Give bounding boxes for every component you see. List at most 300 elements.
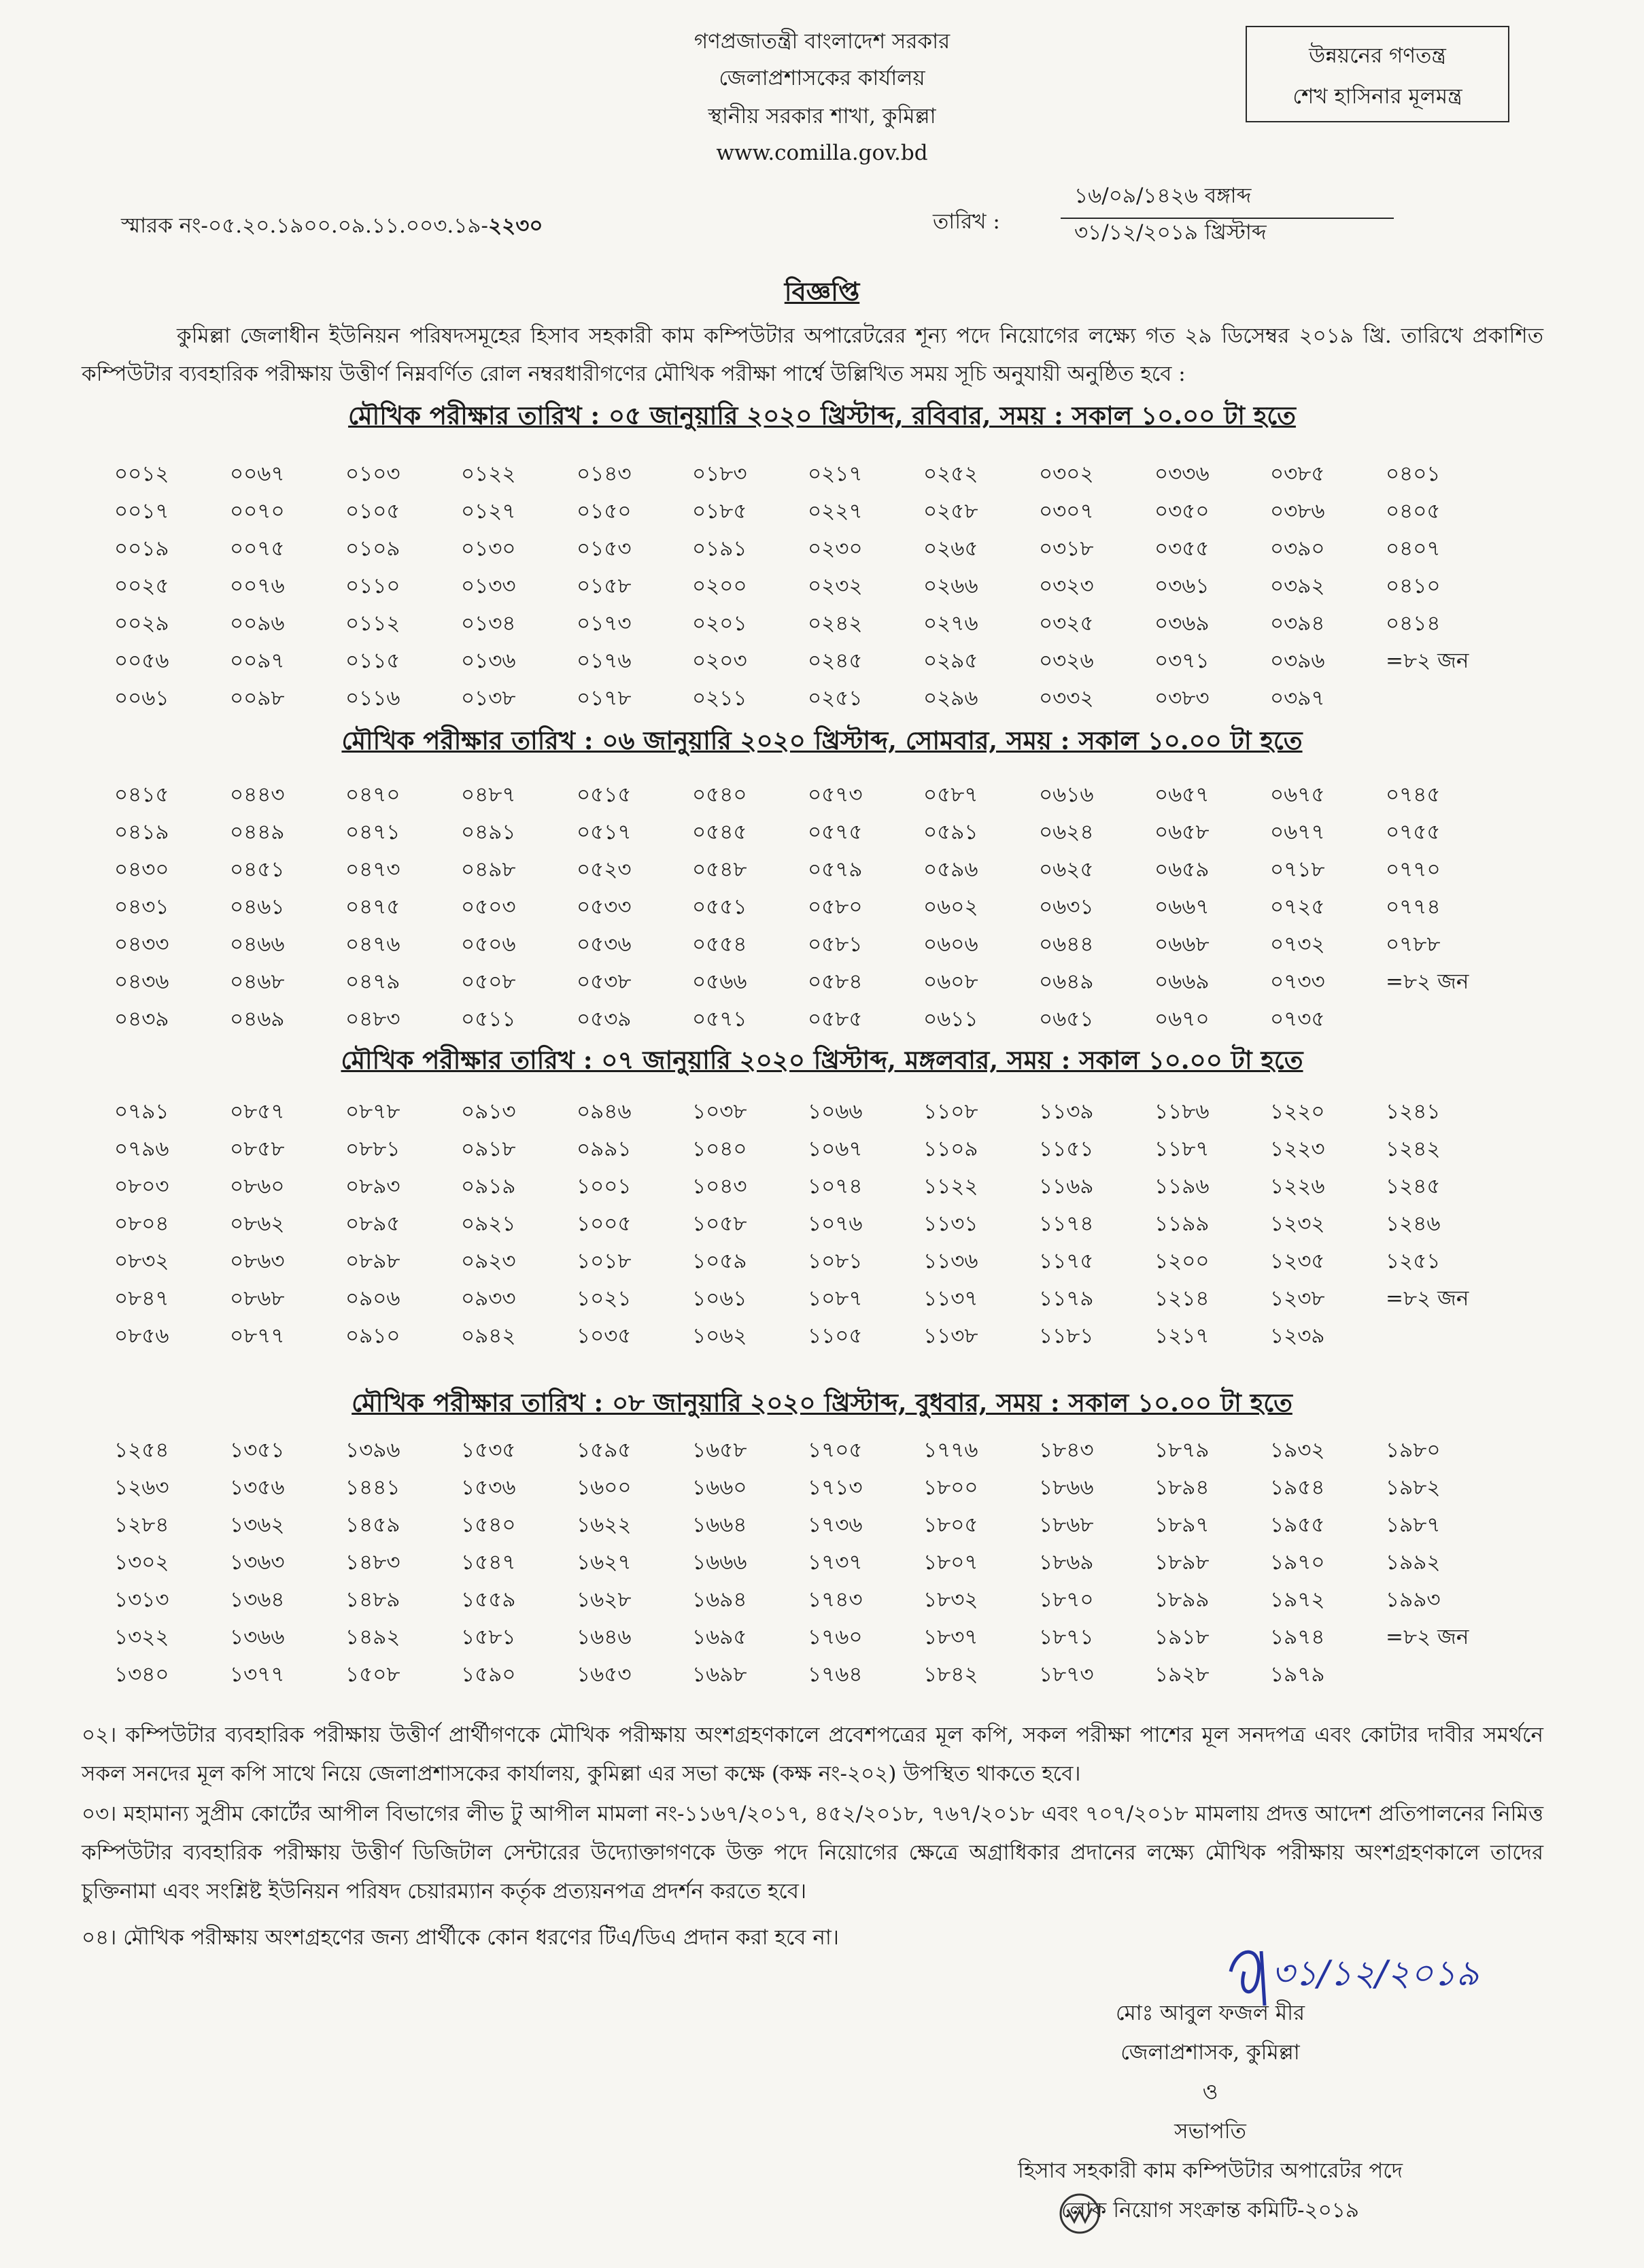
roll-number: ১১৮৭: [1154, 1137, 1210, 1161]
roll-number: ০১০৩: [345, 462, 400, 486]
header-gov: গণপ্রজাতন্ত্রী বাংলাদেশ সরকার: [693, 29, 951, 54]
roll-number: ১১০৯: [923, 1137, 978, 1161]
roll-number: ০৩৭১: [1154, 649, 1210, 673]
roll-number: ১৮৩৭: [923, 1625, 978, 1649]
roll-number: ০৪০৭: [1386, 536, 1441, 561]
roll-number: ০৮৬৩: [230, 1249, 285, 1273]
roll-number: ১০৮৭: [808, 1286, 863, 1311]
roll-number: ০৪৭৩: [345, 857, 400, 882]
roll-number: ১০৬৬: [808, 1099, 863, 1124]
roll-number: ১৯৮০: [1386, 1438, 1441, 1462]
roll-number: ০৩২৬: [1039, 649, 1094, 673]
roll-number: ০৯৩৩: [461, 1286, 516, 1311]
roll-number: ০০১২: [114, 462, 169, 486]
roll-number: ০৪৯১: [461, 820, 516, 844]
roll-number: ১২২৬: [1270, 1174, 1325, 1199]
roll-number: ০১৩৪: [461, 611, 516, 636]
roll-number: ০৫৯৬: [923, 857, 978, 882]
roll-number: ০৮৭৮: [345, 1099, 400, 1124]
roll-number: ১৬২৮: [577, 1587, 632, 1612]
roll-number: ০৭৭০: [1386, 857, 1441, 882]
roll-number: ১৬৬০: [692, 1475, 747, 1500]
roll-number: ০৫৩৯: [577, 1007, 632, 1031]
roll-number: ১৬৬৪: [692, 1513, 747, 1537]
roll-number: ১২৩৯: [1270, 1324, 1325, 1348]
roll-number: ০৯১৮: [461, 1137, 516, 1161]
initial-stamp: [1055, 2189, 1104, 2238]
roll-number: ০১৫৮: [577, 574, 632, 598]
roll-number: ০৪০১: [1386, 462, 1441, 486]
roll-number: ১১৭৯: [1039, 1286, 1094, 1311]
roll-number: ০০২৫: [114, 574, 169, 598]
roll-number: ১০৭৪: [808, 1174, 863, 1199]
date-bangla: ১৬/০৯/১৪২৬ বঙ্গাব্দ: [1061, 179, 1394, 219]
roll-number: ০৭৩২: [1270, 932, 1325, 957]
roll-grid-2: [114, 776, 1542, 1038]
roll-number: ১৮৯৭: [1154, 1513, 1210, 1537]
roll-number: ০৬৭০: [1154, 1007, 1210, 1031]
roll-number: ১৮৭৩: [1039, 1662, 1094, 1687]
roll-number: ০৪৭৯: [345, 969, 400, 994]
roll-number: ০৫১৫: [577, 783, 632, 807]
roll-number: ১৮৯৯: [1154, 1587, 1210, 1612]
roll-number: ০৭৪৫: [1386, 783, 1441, 807]
roll-number: ১২৩২: [1270, 1212, 1325, 1236]
roll-number: ১৮৪৩: [1039, 1438, 1094, 1462]
roll-number: ০৪৭০: [345, 783, 400, 807]
roll-number: ০৫৩৬: [577, 932, 632, 957]
roll-number: ১৮০৭: [923, 1550, 978, 1575]
roll-number: ০০৭০: [230, 499, 285, 523]
roll-number: ০২৬৬: [923, 574, 978, 598]
roll-number: ১২৩৮: [1270, 1286, 1325, 1311]
roll-number: ০৪৬৬: [230, 932, 285, 957]
roll-number: ১১৩৯: [1039, 1099, 1094, 1124]
roll-number: ১৯১৮: [1154, 1625, 1210, 1649]
roll-number: ১২৪৫: [1386, 1174, 1441, 1199]
roll-number: ০৯১৩: [461, 1099, 516, 1124]
roll-number: ০৩২৩: [1039, 574, 1094, 598]
roll-number: ১২৩৫: [1270, 1249, 1325, 1273]
roll-number: ০৪৮৩: [345, 1007, 400, 1031]
roll-number: ০১৫৩: [577, 536, 632, 561]
roll-number: ০৫৮৭: [923, 783, 978, 807]
roll-number: ০৫৭৯: [808, 857, 863, 882]
roll-number: ১০৫৯: [692, 1249, 747, 1273]
header-website: www.comilla.gov.bd: [716, 141, 928, 165]
roll-number: ১৯৯২: [1386, 1550, 1441, 1575]
roll-number: ০৪৮৭: [461, 783, 516, 807]
roll-number: ০৩৯০: [1270, 536, 1325, 561]
candidate-count: =৮২ জন: [1386, 969, 1469, 994]
roll-number: ১৭১৩: [808, 1475, 863, 1500]
roll-number: ০০৬৭: [230, 462, 285, 486]
paragraph-03: ০৩। মহামান্য সুপ্রীম কোর্টের আপীল বিভাগের লীভ টু আপীল মামলা নং-১১৬৭/২০১৭, ৪৫২/২০১৮, ৭৬৭/২০১৮ এবং ৭০৭/২০১৮ মামলায় প্রদত্ত আদেশ প্রতিপালনের নিমিত্ত কম্পিউটার ব্যবহারিক পরীক্ষায় উত্তীর্ণ ডিজিটাল সেন্টারের উদ্যোক্তাগণকে উক্ত পদে নিয়োগের ক্ষেত্রে অগ্রাধিকার প্রদানের লক্ষ্যে মৌখিক পরীক্ষায় অংশগ্রহণকালে তাদের চুক্তিনামা এবং সংশ্লিষ্ট ইউনিয়ন পরিষদ চেয়ারম্যান কর্তৃক প্রত্যয়নপত্র প্রদর্শন করতে হবে।: [82, 1802, 1543, 1904]
roll-number: ১৯৭৪: [1270, 1625, 1325, 1649]
roll-number: ১২৪৬: [1386, 1212, 1441, 1236]
roll-number: ১৯৮৭: [1386, 1513, 1441, 1537]
roll-number: ০৯৪৬: [577, 1099, 632, 1124]
roll-number: ১৩৯৬: [345, 1438, 400, 1462]
roll-number: ০৯২৩: [461, 1249, 516, 1273]
roll-number: ১৮৬৯: [1039, 1550, 1094, 1575]
roll-number: ১৬০০: [577, 1475, 632, 1500]
memo-prefix: স্মারক নং-০৫.২০.১৯০০.০৯.১১.০০৩.১৯-: [121, 213, 488, 238]
roll-number: ০৩৫৫: [1154, 536, 1210, 561]
notice-title: [0, 272, 1644, 315]
roll-number: ০৩৫০: [1154, 499, 1210, 523]
roll-number: ১১৯৬: [1154, 1174, 1210, 1199]
roll-number: ১৫৩৫: [461, 1438, 516, 1462]
roll-number: ০৪৩৬: [114, 969, 169, 994]
roll-number: ০২০১: [692, 611, 747, 636]
roll-number: ১৩১৩: [114, 1587, 169, 1612]
roll-number: ১০৪৩: [692, 1174, 747, 1199]
roll-number: ০৪৫১: [230, 857, 285, 882]
roll-number: ১২১৪: [1154, 1286, 1210, 1311]
roll-number: ০৫৬৬: [692, 969, 747, 994]
roll-number: ০৩৮৬: [1270, 499, 1325, 523]
roll-number: ০৬১৬: [1039, 783, 1094, 807]
roll-number: ১৯২৮: [1154, 1662, 1210, 1687]
section-heading-2: [0, 721, 1644, 763]
roll-number: ১৮৭০: [1039, 1587, 1094, 1612]
roll-number: ০৭২৫: [1270, 895, 1325, 919]
roll-number: ১৯৫৫: [1270, 1513, 1325, 1537]
roll-number: ১০৮১: [808, 1249, 863, 1273]
roll-number: ১৮৯৮: [1154, 1550, 1210, 1575]
roll-number: ০৫৪৫: [692, 820, 747, 844]
roll-number: ০৮৬২: [230, 1212, 285, 1236]
roll-number: ১৫৮১: [461, 1625, 516, 1649]
roll-number: ০৪৪৯: [230, 820, 285, 844]
roll-number: ১৪৫৯: [345, 1513, 400, 1537]
roll-number: ০৫৭১: [692, 1007, 747, 1031]
roll-number: ০৩০৭: [1039, 499, 1094, 523]
roll-number: ০৪৬৮: [230, 969, 285, 994]
roll-number: ০৫৭৫: [808, 820, 863, 844]
roll-number: ১৮০০: [923, 1475, 978, 1500]
roll-number: ০৬১১: [923, 1007, 978, 1031]
roll-number: ১২৪১: [1386, 1099, 1441, 1124]
roll-number: ১১৭৫: [1039, 1249, 1094, 1273]
signer-name: মোঃ আবুল ফজল মীর: [1115, 2001, 1305, 2025]
roll-number: ০৪৩১: [114, 895, 169, 919]
slogan-box: [1246, 26, 1509, 122]
roll-number: ০১১০: [345, 574, 400, 598]
roll-number: ১০৬১: [692, 1286, 747, 1311]
roll-number: ১১৩১: [923, 1212, 978, 1236]
section-heading-1: [0, 396, 1644, 439]
committee-line-2: লোক নিয়োগ সংক্রান্ত কমিটি-২০১৯: [1061, 2198, 1359, 2222]
roll-number: ০২৫৮: [923, 499, 978, 523]
section-heading-1-text: মৌখিক পরীক্ষার তারিখ : ০৫ জানুয়ারি ২০২০ খ্রিস্টাব্দ, রবিবার, সময় : সকাল ১০.০০ টা হতে: [348, 400, 1296, 430]
roll-number: ১৮৭৯: [1154, 1438, 1210, 1462]
roll-number: ১৬২৭: [577, 1550, 632, 1575]
roll-number: ০৮৯৮: [345, 1249, 400, 1273]
roll-number: ১৫০৮: [345, 1662, 400, 1687]
roll-number: ১৭৩৭: [808, 1550, 863, 1575]
roll-number: ১৫৯০: [461, 1662, 516, 1687]
roll-number: ১৩৪০: [114, 1662, 169, 1687]
roll-number: ০৯১৯: [461, 1174, 516, 1199]
roll-number: ১৮৪২: [923, 1662, 978, 1687]
roll-number: ১৯৭৯: [1270, 1662, 1325, 1687]
roll-number: ০৫০৬: [461, 932, 516, 957]
roll-number: ০১২২: [461, 462, 516, 486]
roll-number: ০৫০৩: [461, 895, 516, 919]
roll-number: ১৩০২: [114, 1550, 169, 1575]
roll-number: ০৮৮১: [345, 1137, 400, 1161]
roll-number: ০৪১৪: [1386, 611, 1441, 636]
roll-number: ০৯০৬: [345, 1286, 400, 1311]
roll-number: ০৩৯৬: [1270, 649, 1325, 673]
roll-number: ০৬৫৮: [1154, 820, 1210, 844]
roll-number: ০১৫০: [577, 499, 632, 523]
roll-number: ০৪৬৯: [230, 1007, 285, 1031]
roll-number: ০২৩০: [808, 536, 863, 561]
roll-number: ০৩১৮: [1039, 536, 1094, 561]
candidate-count: =৮২ জন: [1386, 1286, 1469, 1311]
roll-number: ০৩৬১: [1154, 574, 1210, 598]
roll-number: ১৫৩৬: [461, 1475, 516, 1500]
roll-number: ১১৮৬: [1154, 1099, 1210, 1124]
roll-number: ১৯৮২: [1386, 1475, 1441, 1500]
roll-number: ০৩৮৫: [1270, 462, 1325, 486]
roll-number: ০৪১৯: [114, 820, 169, 844]
roll-number: ০৭৮৮: [1386, 932, 1441, 957]
roll-number: ০৩৮৩: [1154, 686, 1210, 710]
slogan-line-1: উন্নয়নের গণতন্ত্র: [1309, 44, 1446, 68]
roll-number: ১২৫৪: [114, 1438, 169, 1462]
roll-number: ০৩০২: [1039, 462, 1094, 486]
roll-number: ০১৮৩: [692, 462, 747, 486]
roll-number: ১২১৭: [1154, 1324, 1210, 1348]
roll-number: ০৫১৭: [577, 820, 632, 844]
roll-number: ১৬৯৪: [692, 1587, 747, 1612]
roll-number: ০২৭৬: [923, 611, 978, 636]
roll-number: ০২২৭: [808, 499, 863, 523]
roll-number: ১৩৬৩: [230, 1550, 285, 1575]
roll-number: ১২৫১: [1386, 1249, 1441, 1273]
section-heading-2-text: মৌখিক পরীক্ষার তারিখ : ০৬ জানুয়ারি ২০২০ খ্রিস্টাব্দ, সোমবার, সময় : সকাল ১০.০০ টা হতে: [341, 725, 1303, 755]
committee-line-1: হিসাব সহকারী কাম কম্পিউটার অপারেটর পদে: [1017, 2159, 1403, 2183]
roll-number: ০৭৭৪: [1386, 895, 1441, 919]
roll-number: ০২৫১: [808, 686, 863, 710]
roll-number: ০১৪৩: [577, 462, 632, 486]
roll-number: ০২৯৫: [923, 649, 978, 673]
roll-number: ০৫৮৪: [808, 969, 863, 994]
roll-number: ০৮৪৭: [114, 1286, 169, 1311]
roll-number: ০৮৯৩: [345, 1174, 400, 1199]
roll-number: ০৬০৬: [923, 932, 978, 957]
roll-number: ১৬৪৬: [577, 1625, 632, 1649]
roll-number: ০৩৩২: [1039, 686, 1094, 710]
signature-date: ৩১/১২/২০১৯: [1271, 1953, 1479, 1994]
roll-number: ০২৯৬: [923, 686, 978, 710]
roll-number: ১৫৪০: [461, 1513, 516, 1537]
roll-number: ১৭৬০: [808, 1625, 863, 1649]
memo-number: [121, 209, 543, 245]
roll-number: ০৪১০: [1386, 574, 1441, 598]
roll-number: ০৭১৮: [1270, 857, 1325, 882]
roll-number: ০৪৬১: [230, 895, 285, 919]
roll-number: ০৯৪২: [461, 1324, 516, 1348]
roll-number: ১৩৫১: [230, 1438, 285, 1462]
roll-number: ১৩২২: [114, 1625, 169, 1649]
roll-number: ০১৭৮: [577, 686, 632, 710]
section-heading-3-text: মৌখিক পরীক্ষার তারিখ : ০৭ জানুয়ারি ২০২০ খ্রিস্টাব্দ, মঙ্গলবার, সময় : সকাল ১০.০০ টা হতে: [341, 1045, 1303, 1075]
roll-number: ০১৯১: [692, 536, 747, 561]
roll-number: ০০৭৫: [230, 536, 285, 561]
roll-number: ০৫২৩: [577, 857, 632, 882]
roll-number: ১৫৫৯: [461, 1587, 516, 1612]
roll-number: ১৭০৫: [808, 1438, 863, 1462]
signer-designation: জেলাপ্রশাসক, কুমিল্লা: [1120, 2040, 1300, 2065]
roll-number: ০৪৭১: [345, 820, 400, 844]
roll-number: ১৬৬৬: [692, 1550, 747, 1575]
roll-number: ০৫৮১: [808, 932, 863, 957]
roll-number: ০৭৯৬: [114, 1137, 169, 1161]
roll-number: ০৮৭৭: [230, 1324, 285, 1348]
roll-number: ০০৫৬: [114, 649, 169, 673]
notice-title-text: বিজ্ঞপ্তি: [784, 276, 860, 307]
roll-number: ১৪৪১: [345, 1475, 400, 1500]
roll-number: ১৬২২: [577, 1513, 632, 1537]
roll-number: ১১৩৮: [923, 1324, 978, 1348]
roll-number: ১৪৯২: [345, 1625, 400, 1649]
roll-grid-4: [114, 1432, 1542, 1694]
roll-number: ০৪৭৫: [345, 895, 400, 919]
paragraph-04: ০৪। মৌখিক পরীক্ষায় অংশগ্রহণের জন্য প্রার্থীকে কোন ধরণের টিএ/ডিএ প্রদান করা হবে না।: [82, 1925, 839, 1950]
roll-number: ০৬৭৫: [1270, 783, 1325, 807]
roll-number: ০০২৯: [114, 611, 169, 636]
roll-number: ০৬৩১: [1039, 895, 1094, 919]
roll-number: ১৯৭০: [1270, 1550, 1325, 1575]
roll-number: ০৩৬৯: [1154, 611, 1210, 636]
roll-number: ১৭৭৬: [923, 1438, 978, 1462]
roll-number: ০৪৭৬: [345, 932, 400, 957]
roll-number: ১৫৯৫: [577, 1438, 632, 1462]
roll-number: ১১২২: [923, 1174, 978, 1199]
roll-number: ০৫৪০: [692, 783, 747, 807]
roll-number: ১৮০৫: [923, 1513, 978, 1537]
roll-number: ০১৮৫: [692, 499, 747, 523]
roll-number: ০৮৬০: [230, 1174, 285, 1199]
roll-number: ০১৩৬: [461, 649, 516, 673]
roll-number: ০৫৫১: [692, 895, 747, 919]
roll-number: ১১৩৭: [923, 1286, 978, 1311]
roll-number: ১২০০: [1154, 1249, 1210, 1273]
header-branch: স্থানীয় সরকার শাখা, কুমিল্লা: [708, 104, 936, 128]
roll-number: ১১৫১: [1039, 1137, 1094, 1161]
roll-number: ১৭৬৪: [808, 1662, 863, 1687]
roll-number: ১৪৮৯: [345, 1587, 400, 1612]
roll-number: ০৬৭৭: [1270, 820, 1325, 844]
roll-number: ০৬৫৭: [1154, 783, 1210, 807]
roll-number: ০১২৭: [461, 499, 516, 523]
roll-number: ১০০১: [577, 1174, 632, 1199]
roll-number: ১৯৫৪: [1270, 1475, 1325, 1500]
roll-number: ০১০৫: [345, 499, 400, 523]
section-heading-4-text: মৌখিক পরীক্ষার তারিখ : ০৮ জানুয়ারি ২০২০ খ্রিস্টাব্দ, বুধবার, সময় : সকাল ১০.০০ টা হতে: [352, 1388, 1292, 1418]
roll-number: ০৬৪৯: [1039, 969, 1094, 994]
roll-number: ০২৪২: [808, 611, 863, 636]
roll-number: ০৬৬৯: [1154, 969, 1210, 994]
roll-number: ০৩৯৪: [1270, 611, 1325, 636]
roll-number: ১৮৩২: [923, 1587, 978, 1612]
roll-number: ০৩৯২: [1270, 574, 1325, 598]
date-gregorian: ৩১/১২/২০১৯ খ্রিস্টাব্দ: [1074, 220, 1267, 245]
roll-number: ১৮৭১: [1039, 1625, 1094, 1649]
roll-number: ০৭৯১: [114, 1099, 169, 1124]
roll-number: ১০৬২: [692, 1324, 747, 1348]
roll-number: ১৮৯৪: [1154, 1475, 1210, 1500]
roll-number: [1386, 1001, 1499, 1038]
roll-number: ০৫৮০: [808, 895, 863, 919]
roll-number: ০৪৩৯: [114, 1007, 169, 1031]
roll-number: ১১৩৬: [923, 1249, 978, 1273]
roll-number: ০৪০৫: [1386, 499, 1441, 523]
roll-number: ১০৩৮: [692, 1099, 747, 1124]
roll-number: ০৩৩৬: [1154, 462, 1210, 486]
roll-number: [1386, 680, 1499, 717]
memo-serial: ২২৩০: [487, 213, 543, 238]
header-office: জেলাপ্রশাসকের কার্যালয়: [719, 66, 925, 90]
section-heading-3: [0, 1040, 1644, 1083]
roll-grid-1: [114, 456, 1542, 717]
roll-number: ১৬৫৮: [692, 1438, 747, 1462]
roll-number: ০১৭৩: [577, 611, 632, 636]
roll-number: ০৫৩৩: [577, 895, 632, 919]
roll-number: ০২১৭: [808, 462, 863, 486]
roll-number: ১৯৭২: [1270, 1587, 1325, 1612]
roll-number: ০১৩৩: [461, 574, 516, 598]
roll-number: ১১০৫: [808, 1324, 863, 1348]
roll-number: ১০৫৮: [692, 1212, 747, 1236]
roll-number: ১৬৯৮: [692, 1662, 747, 1687]
roll-number: ১৩৭৭: [230, 1662, 285, 1687]
roll-number: ০৬০২: [923, 895, 978, 919]
roll-number: ০২৬৫: [923, 536, 978, 561]
roll-number: ০৬০৮: [923, 969, 978, 994]
roll-number: ১৩৬২: [230, 1513, 285, 1537]
roll-number: ০২০০: [692, 574, 747, 598]
roll-number: ০৫৩৮: [577, 969, 632, 994]
roll-number: ১৩৬৪: [230, 1587, 285, 1612]
roll-number: ০৮৬৮: [230, 1286, 285, 1311]
roll-number: ০৬৬৮: [1154, 932, 1210, 957]
roll-number: ০২০৩: [692, 649, 747, 673]
roll-number: ০১৩৮: [461, 686, 516, 710]
roll-number: ০১১৬: [345, 686, 400, 710]
roll-number: ০৫৪৮: [692, 857, 747, 882]
roll-number: ১০২১: [577, 1286, 632, 1311]
roll-number: ০৭৩৫: [1270, 1007, 1325, 1031]
roll-number: ০৩২৫: [1039, 611, 1094, 636]
roll-number: ১২২০: [1270, 1099, 1325, 1124]
roll-number: ১০৭৬: [808, 1212, 863, 1236]
paragraph-02: ০২। কম্পিউটার ব্যবহারিক পরীক্ষায় উত্তীর্ণ প্রার্থীগণকে মৌখিক পরীক্ষায় অংশগ্রহণকালে প্রবেশপত্রের মূল কপি, সকল পরীক্ষা পাশের মূল সনদপত্র এবং কোটার দাবীর সমর্থনে সকল সনদের মূল কপি সাথে নিয়ে জেলাপ্রশাসকের কার্যালয়, কুমিল্লা এর সভা কক্ষে (কক্ষ নং-২০২) উপস্থিত থাকতে হবে।: [82, 1723, 1543, 1786]
roll-number: ০৫৮৫: [808, 1007, 863, 1031]
roll-number: ১৮৬৬: [1039, 1475, 1094, 1500]
roll-number: ১২৬৩: [114, 1475, 169, 1500]
roll-number: ০৭৩৩: [1270, 969, 1325, 994]
roll-number: ১৭৩৬: [808, 1513, 863, 1537]
roll-number: ০৫৭৩: [808, 783, 863, 807]
roll-number: ০০৭৬: [230, 574, 285, 598]
roll-number: [1386, 1656, 1499, 1694]
